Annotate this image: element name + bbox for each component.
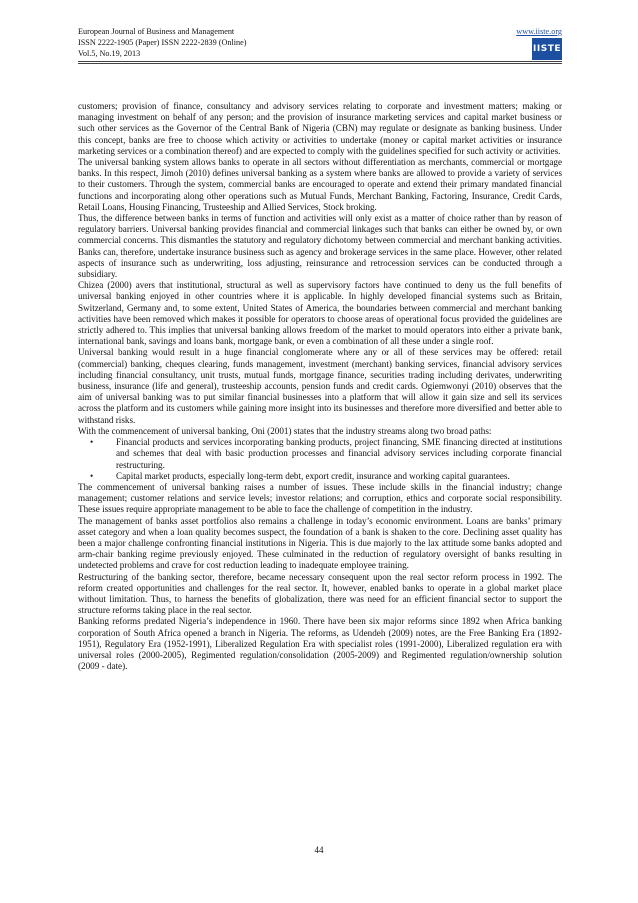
list-item-text: Capital market products, especially long-term debt, export credit, insurance and working capital guarantees. [116, 470, 510, 481]
paragraph: The commencement of universal banking raises a number of issues. These include skills in the financial industry; change management; customer relations and service levels; investor relations; and corruption, ethics and corporate social responsibility. These issues require appropriate management to be able to face the challenge of competition in the industry. [78, 481, 562, 515]
paragraph: Banking reforms predated Nigeria’s independence in 1960. There have been six major reforms since 1892 when Africa banking corporation of South Africa opened a branch in Nigeria. The reforms, as Udendeh (2009) notes, are the Free Banking Era (1892-1951), Regulatory Era (1952-1991), Liberalized Regulation Era with specialist roles (1991-2000), Liberalized regulation era with universal roles (2000-2005), Regimented regulation/consolidation (2005-2009) and Regimented regulation/ownership solution (2009 - date). [78, 616, 562, 672]
page-header [78, 26, 562, 59]
list-item-text: Financial products and services incorporating banking products, project financing, SME financing directed at institutions and schemes that deal with basic production processes and financial advisory services including corporate financial restructuring. [116, 437, 562, 470]
bullet-list [78, 437, 562, 482]
header-rule-bottom [78, 63, 562, 64]
bullet-icon: • [90, 470, 94, 481]
iiste-logo [532, 38, 562, 60]
journal-issn: ISSN 2222-1905 (Paper) ISSN 2222-2839 (Online) [78, 38, 247, 47]
article-body [78, 101, 562, 672]
journal-url-link[interactable]: www.iiste.org [516, 27, 562, 36]
paragraph: The universal banking system allows banks to operate in all sectors without differentiation as merchants, commercial or mortgage banks. In this respect, Jimoh (2010) defines universal banking as a system where banks are allowed to provide a variety of services to their customers. Through the system, commercial banks are encouraged to operate and extend their primary mandated financial functions and incorporating along other operations such as Mutual Funds, Merchant Banking, Factoring, Insurance, Credit Cards, Retail Loans, Housing Financing, Trusteeship and Allied Services, Stock broking. [78, 157, 562, 212]
paragraph: Restructuring of the banking sector, therefore, became necessary consequent upon the real sector reform process in 1992. The reform created opportunities and challenges for the real sector. It, however, enabled banks to operate in a global market place without limitation. Thus, to harness the benefits of globalization, there was need for an efficient financial sector to support the structure reforms taking place in the real sector. [78, 571, 562, 616]
list-item [90, 470, 562, 482]
paragraph: Thus, the difference between banks in terms of function and activities will only exist as a matter of choice rather than by reason of regulatory barriers. Universal banking provides financial and commercial linkages such that banks can either be owned by, or own commercial concerns. This dismantles the statutory and regulatory dichotomy between commercial and merchant banking activities. Banks can, therefore, undertake insurance business such as agency and brokerage services in the same place. However, other related aspects of insurance such as underwriting, loss adjusting, reinsurance and retrocession services can be conducted through a subsidiary. [78, 213, 562, 280]
journal-title: European Journal of Business and Management [78, 27, 235, 36]
logo-text: IISTE [533, 43, 561, 54]
header-rule-top [78, 61, 562, 62]
journal-volume: Vol.5, No.19, 2013 [78, 49, 141, 58]
paragraph: customers; provision of finance, consultancy and advisory services relating to corporate and investment matters; making or managing investment on behalf of any person; and the provision of insurance marketing services and capital market business or such other services as the Governor of the Central Bank of Nigeria (CBN) may regulate or designate as banking business. Under this concept, banks are free to choose which activity or activities to undertake (money or capital market activities or insurance marketing services or a combination thereof) and are expected to comply with the guidelines specified for such activity or activities. [78, 101, 562, 156]
list-item [90, 437, 562, 471]
paragraph: Chizea (2000) avers that institutional, structural as well as supervisory factors have continued to deny us the full benefits of universal banking enjoyed in other countries where it is applicable. In highly developed financial systems such as Britain, Switzerland, Germany and, to some extent, United States of America, the boundaries between commercial and merchant banking activities have been removed which makes it possible for operators to choose areas of operational focus provided the guidelines are strictly adhered to. This implies that universal banking allows freedom of the market to mould operators into either a private bank, international bank, savings and loans bank, mortgage bank, or even a combination of all these under a single roof. [78, 280, 562, 347]
paragraph: Universal banking would result in a huge financial conglomerate where any or all of these services may be offered: retail (commercial) banking, cheques clearing, funds management, investment (merchant) banking services, financial advisory services including financial consultancy, unit trusts, mutual funds, mortgage finance, securities trading including derivates, underwriting business, insurance (life and general), trusteeship accounts, pension funds and credit cards. Ogiemwonyi (2010) observes that the aim of universal banking was to put similar financial businesses into a platform that will allow it gain size and sell its services across the platform and its customers while gaining more insight into its businesses and therefore more diversified and better able to withstand risks. [78, 347, 562, 425]
bullet-icon: • [90, 437, 94, 448]
page-number: 44 [314, 845, 324, 855]
paragraph: The management of banks asset portfolios also remains a challenge in today’s economic environment. Loans are banks’ primary asset category and when a loan quality becomes suspect, the foundation of a bank is shaken to the core. Declining asset quality has been a major challenge confronting financial institutions in Nigeria. This is due majorly to the lax attitude some banks adopted and arm-chair banking regime previously enjoyed. These culminated in the reduction of regulatory oversight of banks resulting in undetected problems and crave for cost reduction leading to inadequate employee training. [78, 515, 562, 571]
paragraph: With the commencement of universal banking, Oni (2001) states that the industry streams along two broad paths: [78, 425, 492, 436]
